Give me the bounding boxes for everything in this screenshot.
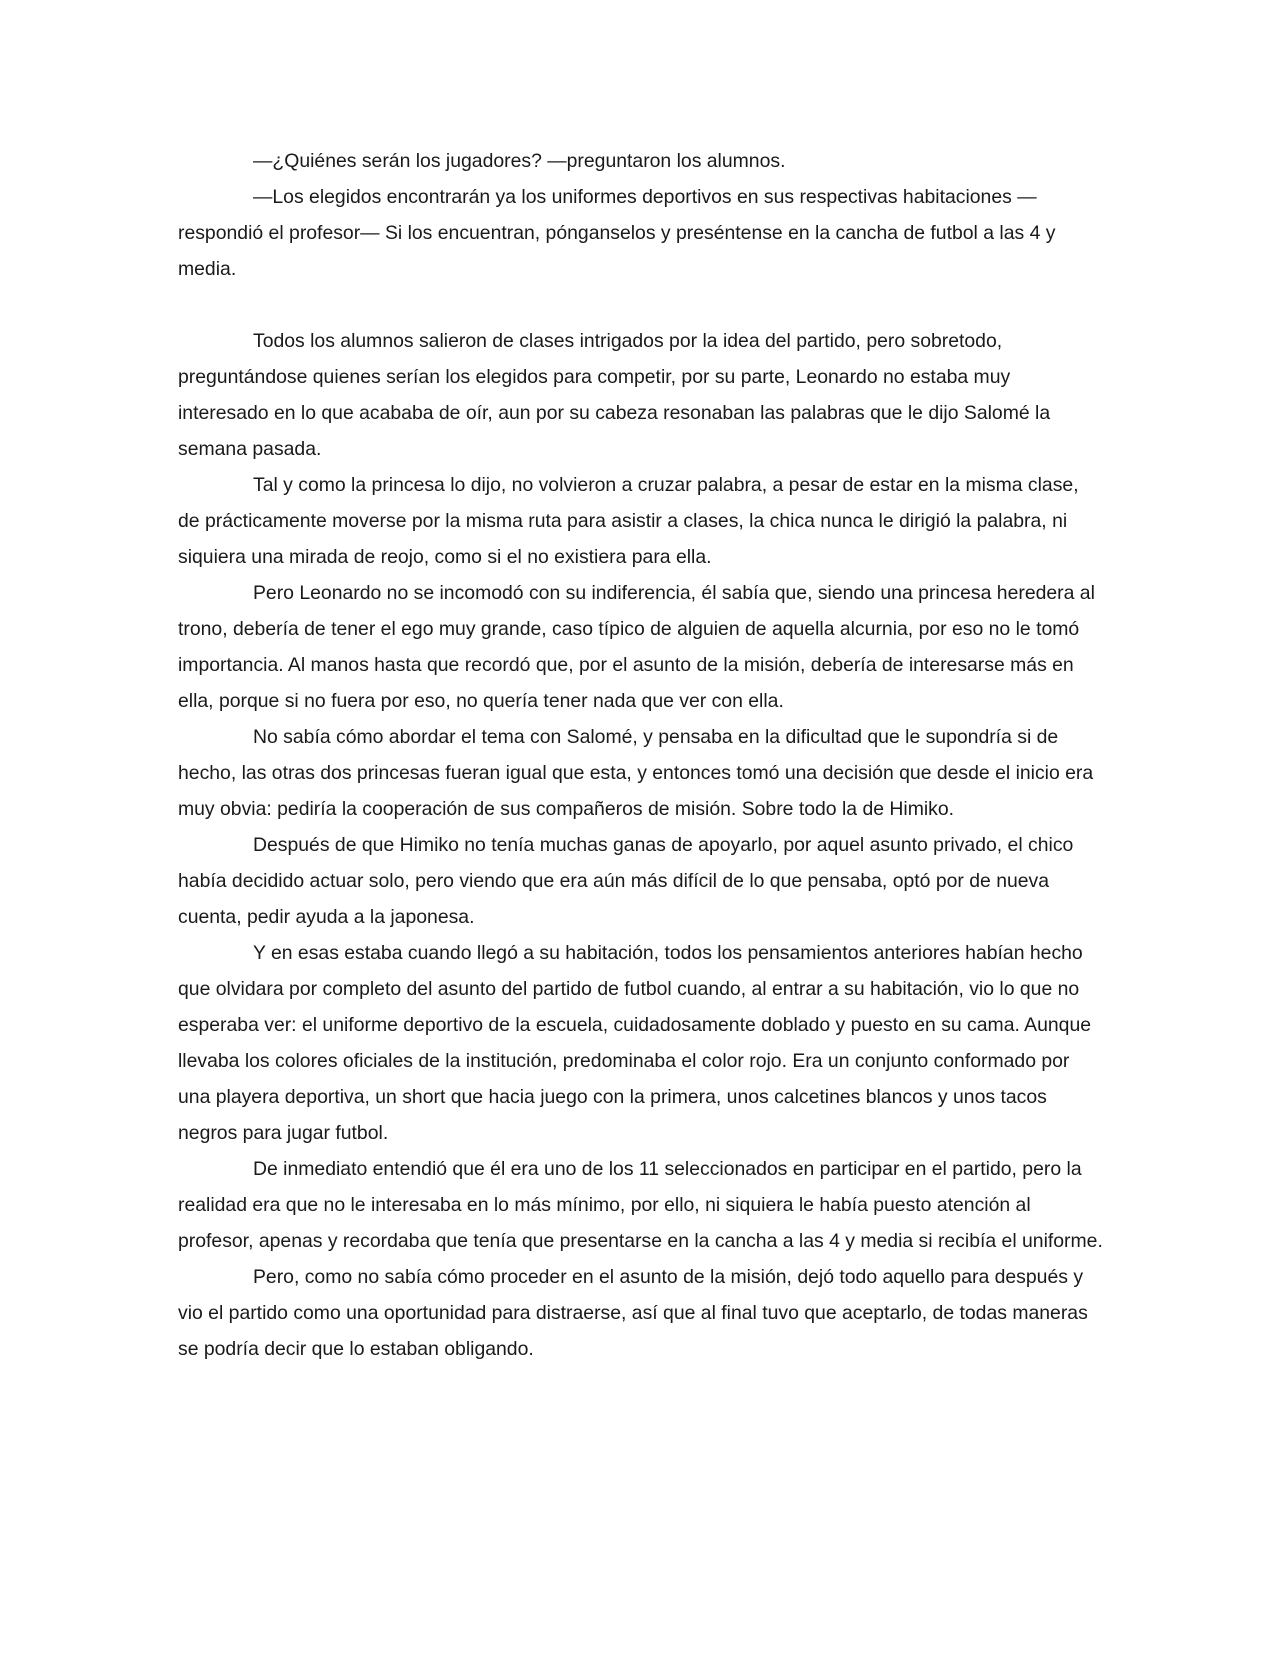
body-paragraph: Pero, como no sabía cómo proceder en el asunto de la misión, dejó todo aquello para después y vio el partido como una oportunidad para distraerse, así que al final tuvo que aceptarlo, de todas maneras se podría decir que lo estaban obligando.	[178, 1266, 1088, 1360]
document-page	[178, 143, 1104, 1367]
body-paragraph: No sabía cómo abordar el tema con Salomé, y pensaba en la dificultad que le supondría si de hecho, las otras dos princesas fueran igual que esta, y entonces tomó una decisión que desde el inicio era muy obvia: pediría la cooperación de sus compañeros de misión. Sobre todo la de Himiko.	[178, 726, 1094, 820]
body-paragraph: Todos los alumnos salieron de clases intrigados por la idea del partido, pero sobretodo, preguntándose quienes serían los elegidos para competir, por su parte, Leonardo no estaba muy interesado en lo que acababa de oír, aun por su cabeza resonaban las palabras que le dijo Salomé la semana pasada.	[178, 330, 1051, 460]
dialogue-paragraph: —¿Quiénes serán los jugadores? —preguntaron los alumnos.	[253, 150, 786, 172]
body-paragraph: De inmediato entendió que él era uno de los 11 seleccionados en participar en el partido, pero la realidad era que no le interesaba en lo más mínimo, por ello, ni siquiera le había puesto atención al profesor, apenas y recordaba que tenía que presentarse en la cancha a las 4 y media si recibía el uniforme.	[178, 1158, 1103, 1252]
body-paragraph: Y en esas estaba cuando llegó a su habitación, todos los pensamientos anteriores habían hecho que olvidara por completo del asunto del partido de futbol cuando, al entrar a su habitación, vio lo que no esperaba ver: el uniforme deportivo de la escuela, cuidadosamente doblado y puesto en su cama. Aunque llevaba los colores oficiales de la institución, predominaba el color rojo. Era un conjunto conformado por una playera deportiva, un short que hacia juego con la primera, unos calcetines blancos y unos tacos negros para jugar futbol.	[178, 942, 1092, 1144]
body-paragraph: Pero Leonardo no se incomodó con su indiferencia, él sabía que, siendo una princesa heredera al trono, debería de tener el ego muy grande, caso típico de alguien de aquella alcurnia, por eso no le tomó importancia. Al manos hasta que recordó que, por el asunto de la misión, debería de interesarse más en ella, porque si no fuera por eso, no quería tener nada que ver con ella.	[178, 582, 1095, 712]
paragraph-gap	[178, 287, 1104, 323]
body-paragraph: Después de que Himiko no tenía muchas ganas de apoyarlo, por aquel asunto privado, el chico había decidido actuar solo, pero viendo que era aún más difícil de lo que pensaba, optó por de nueva cuenta, pedir ayuda a la japonesa.	[178, 834, 1074, 928]
body-paragraph: Tal y como la princesa lo dijo, no volvieron a cruzar palabra, a pesar de estar en la misma clase, de prácticamente moverse por la misma ruta para asistir a clases, la chica nunca le dirigió la palabra, ni siquiera una mirada de reojo, como si el no existiera para ella.	[178, 474, 1079, 568]
dialogue-paragraph: —Los elegidos encontrarán ya los uniformes deportivos en sus respectivas habitaciones —respondió el profesor— Si los encuentran, pónganselos y preséntense en la cancha de futbol a las 4 y media.	[178, 186, 1056, 280]
